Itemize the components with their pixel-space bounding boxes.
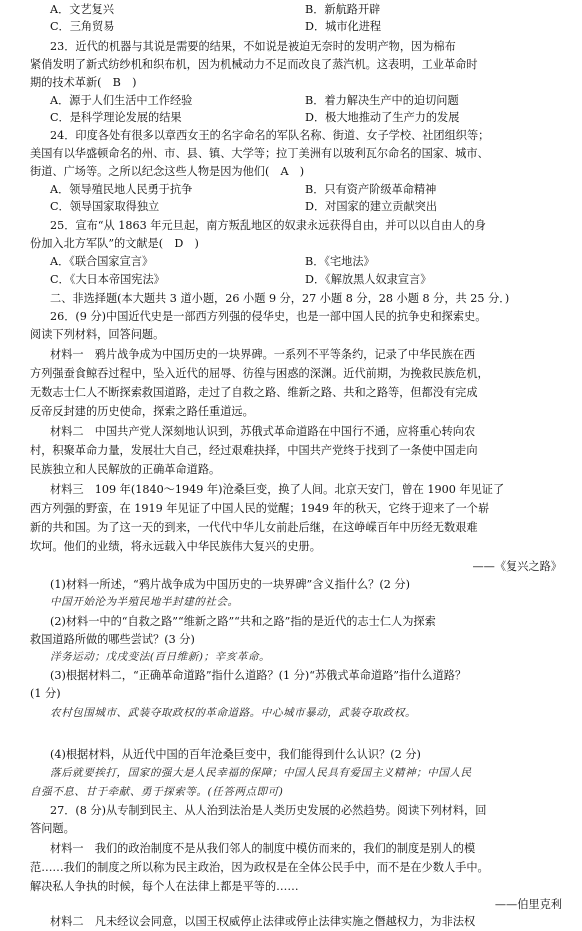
q26-material-1: 方列强蚕食鲸吞过程中，坠入近代的屈辱、彷徨与困惑的深渊。近代前期，为挽救民族危机， <box>30 367 489 380</box>
q27-intro: 27．(8 分)从专制到民主、从人治到法治是人类历史发展的必然趋势。阅读下列材料，回 <box>50 804 487 817</box>
q24-option-c: C．领导国家取得独立 <box>50 200 160 213</box>
q26-material-1: 无数志士仁人不断探索救国道路，走过了自救之路、维新之路、共和之路等，但都没有完成 <box>30 386 478 399</box>
q23-line: 期的技术革新( B ) <box>30 76 137 89</box>
q27-material-2: 材料二 凡未经议会同意，以国王权威停止法律或停止法律实施之僭越权力，为非法权 <box>50 915 476 928</box>
q27-source: ——伯里克利 <box>494 898 562 911</box>
q24-line: 美国有以华盛顿命名的州、市、县、镇、大学等；拉丁美洲有以玻利瓦尔命名的国家、城市、 <box>30 147 489 160</box>
q24-line: 街道、广场等。之所以纪念这些人物是因为他们( A ) <box>30 165 305 178</box>
q23-line: 紧俏发明了新式纺纱机和织布机，因为机械动力不足而改良了蒸汽机。这表明，工业革命时 <box>30 58 478 71</box>
q25-option-a: A．《联合国家宣言》 <box>50 255 154 268</box>
section-heading: 二、非选择题(本大题共 3 道小题，26 小题 9 分，27 小题 8 分，28 小题 8 分，共 25 分．) <box>50 292 510 305</box>
q27-material-1: 范……我们的制度之所以称为民主政治，因为政权是在全体公民手中，而不是在少数人手中。 <box>30 861 489 874</box>
q23-option-d: D．极大地推动了生产力的发展 <box>305 111 460 124</box>
q26-material-3: 材料三 109 年(1840～1949 年)沧桑巨变，换了人间。北京天安门，曾在 1900 年见证了 <box>50 483 505 496</box>
q26-answer-2: 洋务运动；戊戌变法(百日维新)；辛亥革命。 <box>50 651 271 663</box>
q25-option-c: C．《大日本帝国宪法》 <box>50 273 165 286</box>
q26-material-3: 坎坷。他们的业绩，将永远载入中华民族伟大复兴的史册。 <box>30 540 321 553</box>
q26-material-1: 材料一 鸦片战争成为中国历史的一块界碑。一系列不平等条约，记录了中华民族在西 <box>50 348 476 361</box>
q26-source: ——《复兴之路》 <box>472 560 562 573</box>
q26-material-1: 反帝反封建的历史使命，探索之路任重道远。 <box>30 405 254 418</box>
q26-sub-2: (2)材料一中的“自救之路”“维新之路”“共和之路”指的是近代的志士仁人为探索 <box>50 615 436 628</box>
q26-sub-3: (3)根据材料二，“正确革命道路”指什么道路？(1 分)“苏俄式革命道路”指什么道路？ <box>50 669 467 682</box>
q23-option-c: C．是科学理论发展的结果 <box>50 111 182 124</box>
q27-material-1: 解决私人争执的时候，每个人在法律上都是平等的…… <box>30 880 299 893</box>
q24-line: 24．印度各处有很多以章西女王的名字命名的军队名称、街道、女子学校、社团组织等； <box>50 129 490 142</box>
q26-intro: 26．(9 分)中国近代史是一部西方列强的侵华史，也是一部中国人民的抗争史和探索史。 <box>50 310 487 323</box>
q24-option-b: B．只有资产阶级革命精神 <box>305 183 437 196</box>
option-b: B．新航路开辟 <box>305 3 381 16</box>
q23-line: 23．近代的机器与其说是需要的结果，不如说是被迫无奈时的发明产物，因为棉布 <box>50 40 456 53</box>
q24-option-a: A．领导殖民地人民勇于抗争 <box>50 183 193 196</box>
q24-option-d: D．对国家的建立贡献突出 <box>305 200 438 213</box>
q26-sub-3: (1 分) <box>30 687 61 700</box>
q25-line: 25．宣布“从 1863 年元旦起，南方叛乱地区的奴隶永远获得自由，并可以以自由人的身 <box>50 219 486 232</box>
q26-material-3: 西方列强的野蛮，在 1919 年见证了中国人民的觉醒；1949 年的秋天，它终于迎来了一个崭 <box>30 502 490 515</box>
q27-material-1: 材料一 我们的政治制度不是从我们邻人的制度中模仿而来的，我们的制度是别人的模 <box>50 842 476 855</box>
q26-material-3: 新的共和国。为了这一天的到来，一代代中华儿女前赴后继，在这峥嵘百年中历经无数艰难 <box>30 521 478 534</box>
q26-answer-3: 农村包围城市、武装夺取政权的革命道路。中心城市暴动，武装夺取政权。 <box>50 707 417 719</box>
q26-sub-1: (1)材料一所述，“鸦片战争成为中国历史的一块界碑”含义指什么？(2 分) <box>50 578 410 591</box>
q26-answer-4: 落后就要挨打，国家的强大是人民幸福的保障；中国人民具有爱国主义精神；中国人民 <box>50 767 472 779</box>
q23-option-b: B．着力解决生产中的迫切问题 <box>305 94 459 107</box>
q26-material-2: 民族独立和人民解放的正确革命道路。 <box>30 463 221 476</box>
option-c: C．三角贸易 <box>50 20 115 33</box>
q26-answer-1: 中国开始沦为半殖民地半封建的社会。 <box>50 596 239 608</box>
q26-intro: 阅读下列材料，回答问题。 <box>30 328 165 341</box>
q26-answer-4: 自强不息、甘于牵献、勇于探索等。(任答两点即可) <box>30 786 284 798</box>
q27-intro: 答问题。 <box>30 822 75 835</box>
q26-sub-2: 救国道路所做的哪些尝试？(3 分) <box>30 633 195 646</box>
q25-option-d: D．《解放黑人奴隶宣言》 <box>305 273 432 286</box>
q26-material-2: 村，积聚革命力量，发展壮大自己，经过艰难抉择，中国共产党终于找到了一条使中国走向 <box>30 444 478 457</box>
q25-line: 份加入北方军队”的文献是( D ) <box>30 237 199 250</box>
q26-sub-4: (4)根据材料，从近代中国的百年沧桑巨变中，我们能得到什么认识？(2 分) <box>50 748 421 761</box>
q23-option-a: A．源于人们生活中工作经验 <box>50 94 193 107</box>
option-a: A．文艺复兴 <box>50 3 115 16</box>
option-d: D．城市化进程 <box>305 20 382 33</box>
q25-option-b: B．《宅地法》 <box>305 255 375 268</box>
q26-material-2: 材料二 中国共产党人深刻地认识到，苏俄式革命道路在中国行不通，应将重心转向农 <box>50 425 476 438</box>
